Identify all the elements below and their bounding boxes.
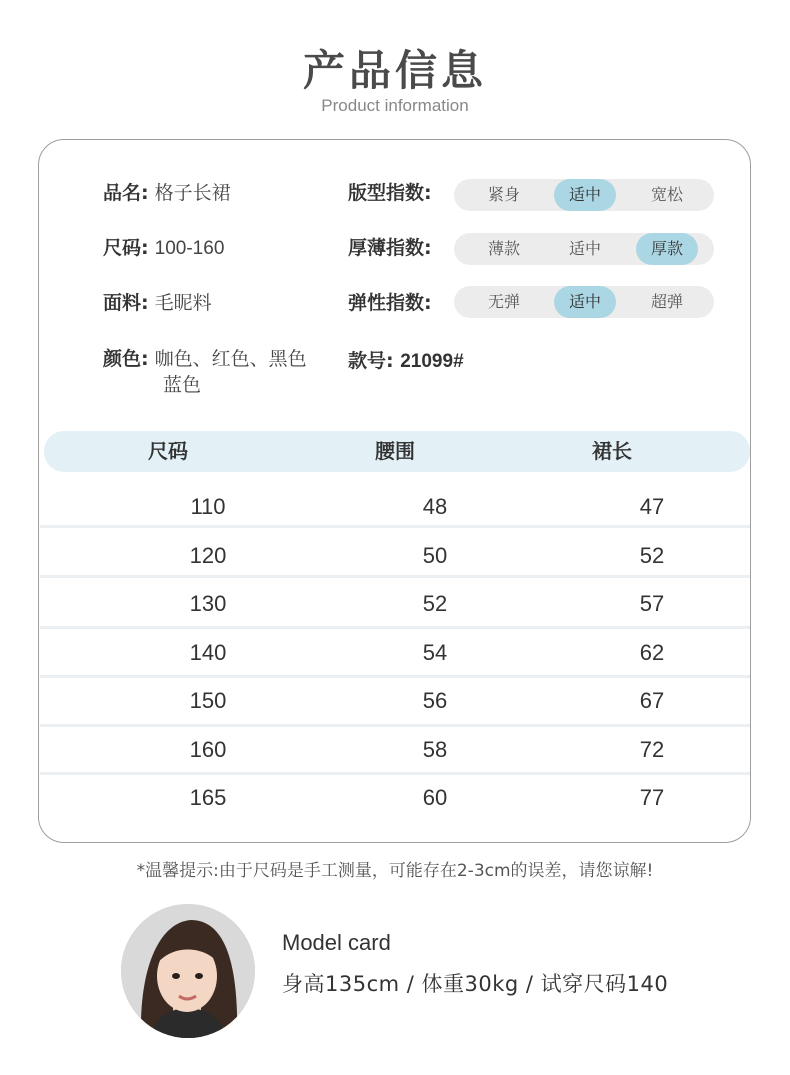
cell-length: 52 bbox=[639, 543, 665, 568]
color-label: 颜色: bbox=[103, 348, 149, 370]
cell-size: 140 bbox=[189, 640, 227, 665]
thickness-option-medium: 适中 bbox=[568, 239, 601, 258]
elasticity-option-none: 无弹 bbox=[487, 292, 520, 311]
table-row bbox=[40, 532, 750, 580]
color-value-line1: 咖色、红色、黑色 bbox=[154, 348, 307, 370]
elasticity-option-medium: 适中 bbox=[554, 286, 616, 318]
cell-size: 110 bbox=[190, 494, 226, 519]
cell-size: 120 bbox=[189, 543, 227, 568]
thickness-option-thin: 薄款 bbox=[487, 239, 520, 258]
style-number-value: 21099# bbox=[400, 351, 464, 372]
model-card-details: 身高135cm / 体重30kg / 试穿尺码140 bbox=[282, 972, 669, 996]
fabric-label: 面料: bbox=[103, 292, 149, 314]
cell-waist: 54 bbox=[422, 640, 448, 665]
cell-size: 150 bbox=[189, 688, 227, 713]
table-row bbox=[40, 629, 750, 677]
product-name-label: 品名: bbox=[103, 182, 149, 204]
header-size: 尺码 bbox=[148, 439, 188, 463]
thickness-index-selector bbox=[454, 233, 714, 265]
elasticity-option-high: 超弹 bbox=[650, 292, 683, 311]
page-subtitle: Product information bbox=[321, 96, 469, 115]
cell-length: 57 bbox=[639, 591, 665, 616]
row-divider bbox=[40, 525, 750, 528]
table-row bbox=[40, 726, 750, 774]
table-row bbox=[40, 483, 750, 531]
size-table-header bbox=[44, 431, 750, 472]
color-field bbox=[103, 346, 307, 372]
table-row bbox=[40, 774, 750, 822]
cell-size: 160 bbox=[189, 737, 227, 762]
cell-size: 130 bbox=[189, 591, 227, 616]
color-value-line2 bbox=[163, 372, 201, 398]
cell-waist: 52 bbox=[422, 591, 448, 616]
cell-length: 47 bbox=[639, 494, 665, 519]
size-value: 100-160 bbox=[154, 238, 225, 259]
header-length: 裙长 bbox=[592, 439, 632, 463]
fabric-value: 毛昵料 bbox=[154, 292, 212, 314]
fabric-field bbox=[103, 290, 212, 316]
elasticity-index-label: 弹性指数: bbox=[348, 292, 432, 314]
cell-waist: 50 bbox=[422, 543, 448, 568]
table-row bbox=[40, 677, 750, 725]
cell-length: 67 bbox=[639, 688, 665, 713]
elasticity-index-selector bbox=[454, 286, 714, 318]
fit-index-selector bbox=[454, 179, 714, 211]
style-number-field bbox=[348, 346, 464, 373]
thickness-option-thick: 厚款 bbox=[636, 233, 698, 265]
cell-waist: 56 bbox=[422, 688, 448, 713]
cell-length: 72 bbox=[639, 737, 665, 762]
measurement-note: *温馨提示:由于尺码是手工测量，可能存在2-3cm的误差，请您谅解! bbox=[136, 861, 654, 881]
fit-option-regular: 适中 bbox=[554, 179, 616, 211]
product-name-field bbox=[103, 180, 231, 206]
fit-option-tight: 紧身 bbox=[487, 185, 520, 204]
model-portrait-icon bbox=[121, 904, 255, 1038]
cell-length: 77 bbox=[639, 785, 665, 810]
cell-size: 165 bbox=[189, 785, 227, 810]
page-title: 产品信息 bbox=[302, 46, 487, 95]
cell-waist: 58 bbox=[422, 737, 448, 762]
cell-waist: 48 bbox=[422, 494, 448, 519]
cell-waist: 60 bbox=[422, 785, 448, 810]
fit-index-label: 版型指数: bbox=[348, 182, 432, 204]
cell-length: 62 bbox=[639, 640, 665, 665]
size-label: 尺码: bbox=[103, 237, 149, 259]
row-divider bbox=[40, 575, 750, 578]
fit-option-loose: 宽松 bbox=[650, 185, 683, 204]
model-card-title: Model card bbox=[282, 930, 391, 955]
product-name-value: 格子长裙 bbox=[154, 182, 231, 204]
style-number-label: 款号: bbox=[348, 350, 394, 372]
model-avatar bbox=[121, 904, 255, 1038]
color-value-line2-text: 蓝色 bbox=[163, 374, 202, 396]
thickness-index-label: 厚薄指数: bbox=[348, 237, 432, 259]
table-row bbox=[40, 580, 750, 628]
header-waist: 腰围 bbox=[375, 439, 415, 463]
size-field bbox=[103, 235, 224, 262]
